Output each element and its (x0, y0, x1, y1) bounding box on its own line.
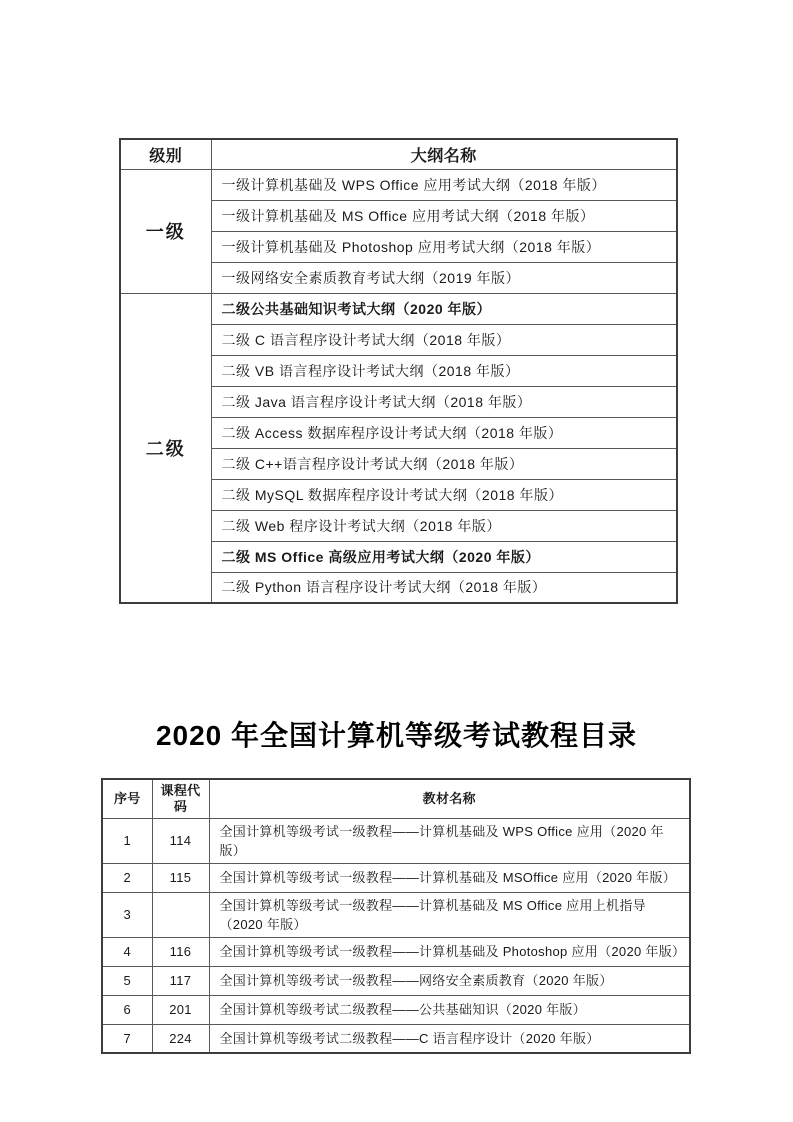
outline-item: 一级网络安全素质教育考试大纲（2019 年版） (211, 262, 677, 293)
catalog-row-name: 全国计算机等级考试一级教程——网络安全素质教育（2020 年版） (209, 966, 690, 995)
table-row (120, 169, 677, 200)
table-row (102, 966, 690, 995)
catalog-row-no: 2 (102, 863, 152, 892)
table-row (102, 818, 690, 863)
table-row (102, 937, 690, 966)
catalog-header-code: 课程代码 (152, 779, 209, 818)
outline-header-row (120, 139, 677, 169)
table-row (102, 892, 690, 937)
catalog-row-no: 6 (102, 995, 152, 1024)
table-row (102, 1024, 690, 1053)
outline-header-level: 级别 (120, 139, 211, 169)
catalog-row-code (152, 892, 209, 937)
catalog-row-name: 全国计算机等级考试二级教程——C 语言程序设计（2020 年版） (209, 1024, 690, 1053)
level-group-label-1: 一级 (120, 169, 211, 293)
catalog-row-no: 7 (102, 1024, 152, 1053)
outline-item: 一级计算机基础及 MS Office 应用考试大纲（2018 年版） (211, 200, 677, 231)
level-group-label-2: 二级 (120, 293, 211, 603)
catalog-row-code: 224 (152, 1024, 209, 1053)
outline-item: 一级计算机基础及 WPS Office 应用考试大纲（2018 年版） (211, 169, 677, 200)
outline-table (119, 138, 678, 604)
catalog-row-code: 116 (152, 937, 209, 966)
catalog-row-name: 全国计算机等级考试一级教程——计算机基础及 MS Office 应用上机指导（2020 年版） (209, 892, 690, 937)
catalog-row-code: 114 (152, 818, 209, 863)
outline-item: 二级 Access 数据库程序设计考试大纲（2018 年版） (211, 417, 677, 448)
catalog-header-name: 教材名称 (209, 779, 690, 818)
outline-item: 二级 MS Office 高级应用考试大纲（2020 年版） (211, 541, 677, 572)
outline-item: 二级 VB 语言程序设计考试大纲（2018 年版） (211, 355, 677, 386)
outline-item: 二级 Java 语言程序设计考试大纲（2018 年版） (211, 386, 677, 417)
page-title: 2020 年全国计算机等级考试教程目录 (155, 720, 638, 751)
outline-item: 二级 MySQL 数据库程序设计考试大纲（2018 年版） (211, 479, 677, 510)
catalog-row-name: 全国计算机等级考试一级教程——计算机基础及 MSOffice 应用（2020 年版） (209, 863, 690, 892)
outline-item: 二级公共基础知识考试大纲（2020 年版） (211, 293, 677, 324)
catalog-row-name: 全国计算机等级考试一级教程——计算机基础及 Photoshop 应用（2020 年版） (209, 937, 690, 966)
catalog-row-no: 1 (102, 818, 152, 863)
catalog-row-code: 117 (152, 966, 209, 995)
outline-item: 二级 C++语言程序设计考试大纲（2018 年版） (211, 448, 677, 479)
outline-item: 一级计算机基础及 Photoshop 应用考试大纲（2018 年版） (211, 231, 677, 262)
outline-item: 二级 Python 语言程序设计考试大纲（2018 年版） (211, 572, 677, 603)
catalog-row-code: 201 (152, 995, 209, 1024)
catalog-row-no: 5 (102, 966, 152, 995)
outline-item: 二级 C 语言程序设计考试大纲（2018 年版） (211, 324, 677, 355)
table-row (102, 863, 690, 892)
outline-item: 二级 Web 程序设计考试大纲（2018 年版） (211, 510, 677, 541)
catalog-row-name: 全国计算机等级考试二级教程——公共基础知识（2020 年版） (209, 995, 690, 1024)
catalog-header-no: 序号 (102, 779, 152, 818)
table-row (102, 995, 690, 1024)
catalog-row-code: 115 (152, 863, 209, 892)
catalog-row-no: 4 (102, 937, 152, 966)
outline-header-name: 大纲名称 (211, 139, 677, 169)
catalog-header-row (102, 779, 690, 818)
catalog-row-name: 全国计算机等级考试一级教程——计算机基础及 WPS Office 应用（2020 年版） (209, 818, 690, 863)
catalog-row-no: 3 (102, 892, 152, 937)
table-row (120, 293, 677, 324)
catalog-table (101, 778, 691, 1054)
